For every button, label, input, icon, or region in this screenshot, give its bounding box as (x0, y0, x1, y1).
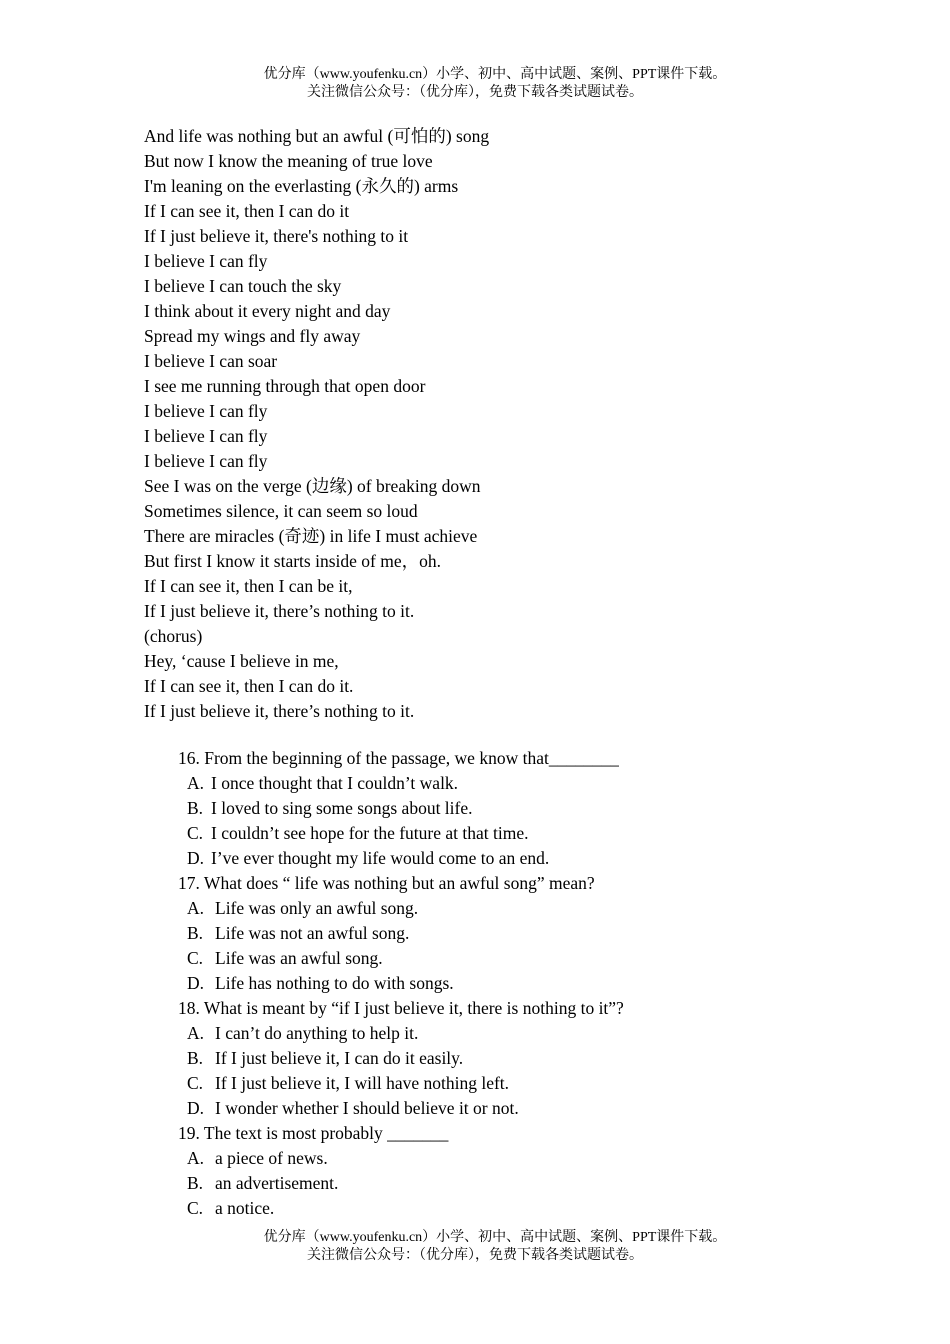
lyric-line: If I just believe it, there’s nothing to it. (144, 701, 415, 721)
lyric-line: I believe I can touch the sky (144, 276, 342, 296)
lyric-line: Hey, ‘cause I believe in me, (144, 651, 339, 671)
question-16 (0, 746, 950, 871)
option-letter: B. (187, 1173, 204, 1193)
lyric-line: I believe I can fly (144, 401, 268, 421)
option-d (0, 1096, 950, 1121)
option-letter: B. (187, 923, 204, 943)
option-text: If I just believe it, I will have nothing left. (215, 1073, 510, 1093)
lyric-line: I see me running through that open door (144, 376, 426, 396)
option-letter: D. (187, 1098, 205, 1118)
option-letter: A. (187, 898, 205, 918)
question-stem: 16. From the beginning of the passage, we know that________ (178, 748, 619, 768)
option-letter: B. (187, 1048, 204, 1068)
lyric-line: I believe I can fly (144, 426, 268, 446)
option-a (0, 1021, 950, 1046)
header-line-2: 关注微信公众号：（优分库），免费下载各类试题试卷。 (307, 85, 643, 100)
option-b (0, 921, 950, 946)
lyric-line: And life was nothing but an awful (可怕的) song (144, 126, 490, 146)
lyric-line: Spread my wings and fly away (144, 326, 361, 346)
option-letter: A. (187, 773, 205, 793)
option-a (0, 896, 950, 921)
question-stem: 17. What does “ life was nothing but an awful song” mean? (178, 873, 595, 893)
option-c (0, 1071, 950, 1096)
option-text: Life has nothing to do with songs. (215, 973, 454, 993)
option-letter: B. (187, 798, 204, 818)
option-letter: C. (187, 1073, 204, 1093)
option-a (0, 771, 950, 796)
option-text: I once thought that I couldn’t walk. (211, 773, 459, 793)
lyric-line: If I can see it, then I can do it (144, 201, 350, 221)
footer-line-1: 优分库（www.youfenku.cn）小学、初中、高中试题、案例、PPT课件下载。 (263, 1230, 727, 1245)
option-letter: D. (187, 973, 205, 993)
option-letter: C. (187, 823, 204, 843)
question-list (0, 746, 950, 1221)
lyric-line: I think about it every night and day (144, 301, 391, 321)
option-letter: C. (187, 1198, 204, 1218)
option-text: a piece of news. (215, 1148, 328, 1168)
question-19 (0, 1121, 950, 1221)
page-header (0, 66, 950, 102)
option-b (0, 1171, 950, 1196)
lyric-line: If I can see it, then I can be it, (144, 576, 353, 596)
option-text: I’ve ever thought my life would come to an end. (211, 848, 550, 868)
lyric-line: I believe I can soar (144, 351, 278, 371)
lyric-line: See I was on the verge (边缘) of breaking down (144, 476, 481, 496)
lyric-line: If I can see it, then I can do it. (144, 676, 354, 696)
page-footer (0, 1229, 950, 1265)
option-text: Life was not an awful song. (215, 923, 410, 943)
option-text: Life was an awful song. (215, 948, 383, 968)
option-text: a notice. (215, 1198, 275, 1218)
question-stem: 18. What is meant by “if I just believe it, there is nothing to it”? (178, 998, 624, 1018)
option-letter: C. (187, 948, 204, 968)
lyric-line: If I just believe it, there's nothing to it (144, 226, 409, 246)
lyric-line: (chorus) (144, 626, 203, 646)
song-lyrics (144, 124, 489, 724)
question-stem: 19. The text is most probably _______ (178, 1123, 449, 1143)
lyric-line: Sometimes silence, it can seem so loud (144, 501, 418, 521)
question-17 (0, 871, 950, 996)
option-text: Life was only an awful song. (215, 898, 419, 918)
lyric-line: I believe I can fly (144, 251, 268, 271)
option-c (0, 821, 950, 846)
option-d (0, 846, 950, 871)
option-text: If I just believe it, I can do it easily. (215, 1048, 464, 1068)
option-b (0, 796, 950, 821)
option-c (0, 946, 950, 971)
lyric-line: If I just believe it, there’s nothing to it. (144, 601, 415, 621)
option-text: I wonder whether I should believe it or not. (215, 1098, 519, 1118)
header-line-1: 优分库（www.youfenku.cn）小学、初中、高中试题、案例、PPT课件下载。 (263, 67, 727, 82)
option-letter: A. (187, 1023, 205, 1043)
lyric-line: But first I know it starts inside of me，oh. (144, 551, 441, 571)
option-letter: D. (187, 848, 205, 868)
option-text: I loved to sing some songs about life. (211, 798, 473, 818)
footer-line-2: 关注微信公众号：（优分库），免费下载各类试题试卷。 (307, 1248, 643, 1263)
question-18 (0, 996, 950, 1121)
option-c (0, 1196, 950, 1221)
lyric-line: I'm leaning on the everlasting (永久的) arms (144, 176, 459, 196)
option-b (0, 1046, 950, 1071)
option-d (0, 971, 950, 996)
lyric-line: But now I know the meaning of true love (144, 151, 433, 171)
option-text: I couldn’t see hope for the future at that time. (211, 823, 529, 843)
lyric-line: There are miracles (奇迹) in life I must achieve (144, 526, 478, 546)
lyric-line: I believe I can fly (144, 451, 268, 471)
option-text: an advertisement. (215, 1173, 339, 1193)
option-text: I can’t do anything to help it. (215, 1023, 419, 1043)
option-letter: A. (187, 1148, 205, 1168)
option-a (0, 1146, 950, 1171)
